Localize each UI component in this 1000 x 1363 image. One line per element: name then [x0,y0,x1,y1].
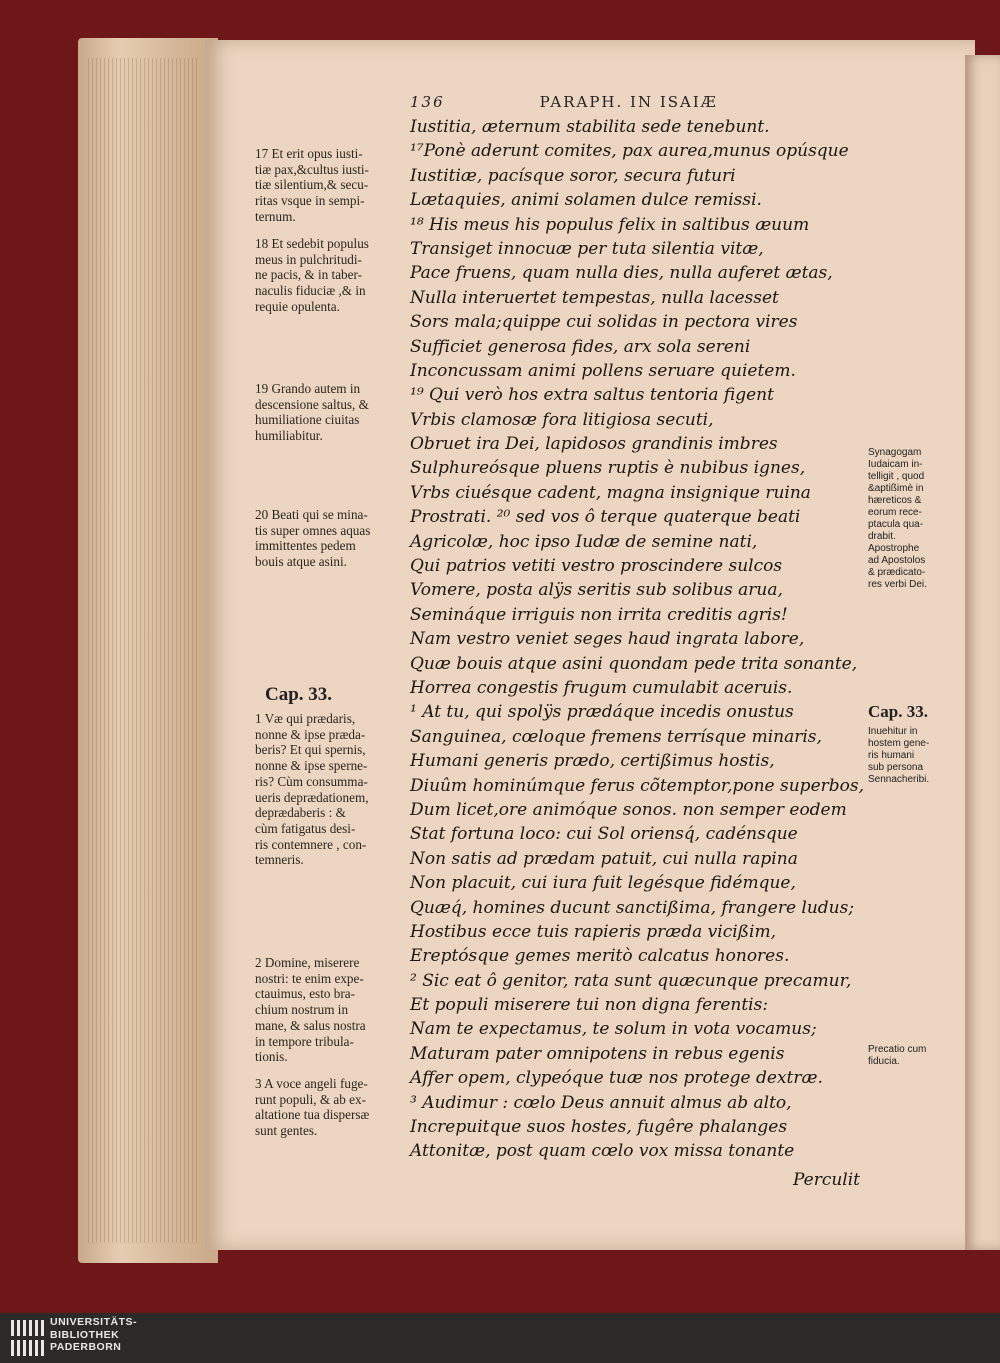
gloss-line: tis super omnes aquas [255,522,371,538]
book-page-edges [78,38,218,1263]
verse-line: Non satis ad prædam patuit, cui nulla rapina [410,848,798,869]
page-number: 136 [410,93,445,111]
verse-line: Inconcussam animi pollens seruare quietem. [410,360,796,381]
verse-line: Diuûm hominúmque ferus cõtemptor,pone superbos, [410,775,864,796]
gloss-chapter-33-verse-1 [255,711,405,868]
side-note-line: Inuehitur in [868,726,918,737]
verse-line: Vomere, posta alÿs seritis sub solibus arua, [410,580,783,601]
gloss-chapter-33-verse-3 [255,1076,405,1139]
gloss-verse-18 [255,236,405,315]
side-note-line: fiducia. [868,1056,900,1067]
logo-line: PADERBORN [50,1341,122,1353]
facing-page-edge [965,55,1000,1250]
gloss-line: ueris deprædationem, [255,789,369,805]
side-note-sennacherib [868,726,960,786]
verse-line: Vrbis clamosæ fora litigiosa secuti, [410,409,714,430]
gloss-line: nonne & ipse præda- [255,726,366,742]
side-note-line: & prædicato- [868,567,926,578]
side-chapter-heading: Cap. 33. [868,702,928,721]
gloss-verse-20 [255,507,405,570]
side-note-line: drabit. [868,531,896,542]
side-note-line: &aptißimè in [868,483,924,494]
verse-line: Sufficiet generosa fides, arx sola sereni [410,336,751,357]
verse-line: Semináque irriguis non irrita creditis agris! [410,604,788,625]
gloss-line: 17 Et erit opus iusti- [255,146,363,161]
verse-line: ³ Audimur : cœlo Deus annuit almus ab alto, [410,1092,792,1113]
verse-line: Vrbs ciuésque cadent, magna insignique ruina [410,482,811,503]
gloss-line: immittentes pedem [255,538,356,554]
running-header [410,93,718,111]
chapter-heading: Cap. 33. [265,684,333,705]
gloss-line: mane, & salus nostra [255,1017,366,1033]
side-note-line: telligit , quod [868,471,925,482]
verse-line: Quæ bouis atque asini quondam pede trita sonante, [410,653,858,674]
gloss-chapter-33-verse-2 [255,955,405,1065]
verse-line: Sanguinea, cœloque fremens terrísque minaris, [410,726,822,747]
verse-line: Prostrati. ²⁰ sed vos ô terque quaterque beati [410,507,801,528]
gloss-line: 1 Væ qui prædaris, [255,711,356,726]
verse-line: Horrea congestis frugum cumulabit aceruis. [410,677,793,698]
gloss-line: tionis. [255,1049,288,1065]
gloss-line: altatione tua dispersæ [255,1107,370,1123]
side-note-line: res verbi Dei. [868,579,927,590]
gloss-line: nostri: te enim expe- [255,970,364,986]
catchword: Perculit [792,1169,860,1190]
logo-line: BIBLIOTHEK [50,1328,120,1341]
verse-line: ¹⁷Ponè aderunt comites, pax aurea,munus opúsque [410,141,849,162]
gloss-line: descensione saltus, & [255,396,369,412]
verse-line: Attonitæ, post quam cœlo vox missa tonante [410,1141,795,1162]
verse-line: Nulla interuertet tempestas, nulla lacesset [410,287,779,308]
verse-line: Nam vestro veniet seges haud ingrata labore, [410,629,805,650]
verse-line: Iustitia, æternum stabilita sede tenebunt. [410,117,770,137]
verse-line: Agricolæ, hoc ipso Iudæ de semine nati, [410,531,758,552]
verse-line: Dum licet,ore animóque sonos. non semper eodem [410,799,847,820]
verse-line: Non placuit, cui iura fuit legésque fidémque, [410,873,796,894]
side-note-prayer [868,1044,960,1068]
side-note-line: Synagogam [868,447,922,458]
gloss-line: runt populi, & ab ex- [255,1091,366,1107]
running-head: PARAPH. IN ISAIÆ [539,93,718,111]
verse-line: Stat fortuna loco: cui Sol oriensq́, cadénsque [410,824,798,845]
gloss-line: humiliabitur. [255,428,323,444]
logo-line: UNIVERSITÄTS- [50,1316,138,1328]
side-note-line: eorum rece- [868,507,922,518]
verse-line: ¹⁹ Qui verò hos extra saltus tentoria figent [410,385,774,406]
gloss-line: ne pacis, & in taber- [255,267,363,283]
verse-line: Sors mala;quippe cui solidas in pectora vires [410,312,798,333]
verse-line: Affer opem, clypeóque tuæ nos protege dextræ. [410,1068,823,1089]
side-note-line: Sennacheribi. [868,774,930,785]
side-note-synagogue [868,447,960,591]
verse-line: ¹⁸ His meus his populus felix in saltibus æuum [410,214,810,235]
side-note-line: hostem gene- [868,738,930,749]
verse-line: Obruet ira Dei, lapidosos grandinis imbres [410,434,778,455]
gloss-verse-17 [255,146,405,225]
verse-line: ¹ At tu, qui spolÿs prædáque incedis onustus [410,702,794,723]
verse-line: Hostibus ecce tuis rapieris præda vicißim, [410,921,776,942]
gloss-line: 18 Et sedebit populus [255,236,369,251]
verse-line: Maturam pater omnipotens in rebus egenis [410,1043,785,1064]
verse-line: Nam te expectamus, te solum in vota vocamus; [410,1019,817,1040]
gloss-line: ris? Cùm consumma- [255,773,368,789]
verse-line: Et populi miserere tui non digna ferentis: [410,995,769,1016]
side-note-line: Precatio cum [868,1044,927,1055]
side-note-line: hæreticos & [868,495,922,506]
side-note-line: ptacula qua- [868,519,924,530]
main-text-block [410,115,864,1192]
verse-line: Humani generis prædo, certißimus hostis, [410,751,775,772]
verse-line: Quæq́, homines ducunt sanctißima, frangere ludus; [410,897,855,918]
side-note-line: Apostrophe [868,543,920,554]
gloss-line: naculis fiduciæ ,& in [255,283,366,299]
library-logo-text [50,1316,137,1354]
verse-line: Increpuitque suos hostes, fugêre phalanges [410,1117,788,1138]
university-library-logo-icon [9,1318,45,1358]
gloss-line: in tempore tribula- [255,1033,354,1049]
gloss-line: ternum. [255,208,296,224]
side-note-line: ad Apostolos [868,555,926,566]
gloss-line: tiæ pax,&cultus iusti- [255,161,369,177]
verse-line: Ereptósque gemes meritò calcatus honores. [410,946,790,967]
gloss-line: beris? Et qui spernis, [255,742,366,758]
side-note-line: sub persona [868,762,924,773]
gloss-line: 2 Domine, miserere [255,955,360,970]
verse-line: Lætaquies, animi solamen dulce remissi. [410,190,762,211]
gloss-line: ritas vsque in sempi- [255,193,365,209]
side-note-line: Iudaicam in- [868,459,923,470]
gloss-line: meus in pulchritudi- [255,251,362,267]
footer-bar [0,1313,1000,1363]
gloss-line: cùm fatigatus desi- [255,820,356,836]
gloss-verse-19 [255,381,405,444]
verse-line: Pace fruens, quam nulla dies, nulla auferet ætas, [410,263,833,284]
gloss-line: temneris. [255,852,304,868]
gloss-line: 19 Grando autem in [255,381,361,396]
gloss-line: 3 A voce angeli fuge- [255,1076,368,1091]
gloss-line: ris contemnere , con- [255,836,367,852]
gloss-line: requie opulenta. [255,298,340,314]
gloss-line: nonne & ipse sperne- [255,758,368,774]
side-note-line: ris humani [868,750,915,761]
verse-line: Iustitiæ, pacísque soror, secura futuri [410,165,736,186]
gloss-line: 20 Beati qui se mina- [255,507,368,522]
verse-line: ² Sic eat ô genitor, rata sunt quæcunque precamur, [410,970,852,991]
gloss-line: bouis atque asini. [255,554,347,570]
gloss-line: humiliatione ciuitas [255,412,360,428]
verse-line: Transiget innocuæ per tuta silentia vitæ, [410,238,764,259]
gloss-line: ctauimus, esto bra- [255,986,355,1002]
gloss-line: chium nostrum in [255,1002,349,1018]
gloss-line: deprædaberis : & [255,805,346,821]
gloss-line: sunt gentes. [255,1123,318,1139]
gloss-line: tiæ silentium,& secu- [255,177,369,193]
verse-line: Qui patrios vetiti vestro proscindere sulcos [410,556,783,577]
verse-line: Sulphureósque pluens ruptis è nubibus ignes, [410,458,806,479]
